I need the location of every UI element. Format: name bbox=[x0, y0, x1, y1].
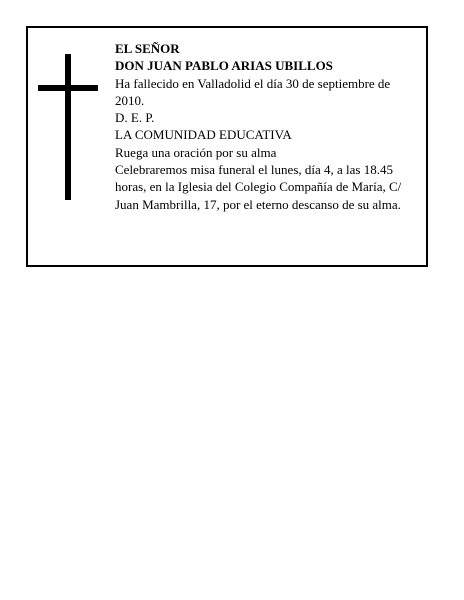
notice-title: EL SEÑOR bbox=[115, 41, 180, 56]
rip-text: D. E. P. bbox=[115, 110, 155, 126]
obituary-notice bbox=[26, 26, 428, 267]
prayer-request: Ruega una oración por su alma bbox=[115, 144, 277, 160]
obituary-text bbox=[115, 40, 420, 213]
deceased-name: DON JUAN PABLO ARIAS UBILLOS bbox=[115, 58, 333, 74]
cross-horizontal-bar bbox=[38, 85, 98, 91]
death-statement: Ha fallecido en Valladolid el día 30 de septiembre de 2010. bbox=[115, 75, 391, 108]
cross-icon bbox=[38, 54, 98, 200]
funeral-details: Celebraremos misa funeral el lunes, día 4, a las 18.45 horas, en la Iglesia del Colegio Compañía de María, C/ Juan Mambrilla, 17, por el eterno descanso de su alma. bbox=[115, 162, 402, 212]
community-name: LA COMUNIDAD EDUCATIVA bbox=[115, 127, 292, 143]
cross-vertical-bar bbox=[65, 54, 71, 200]
